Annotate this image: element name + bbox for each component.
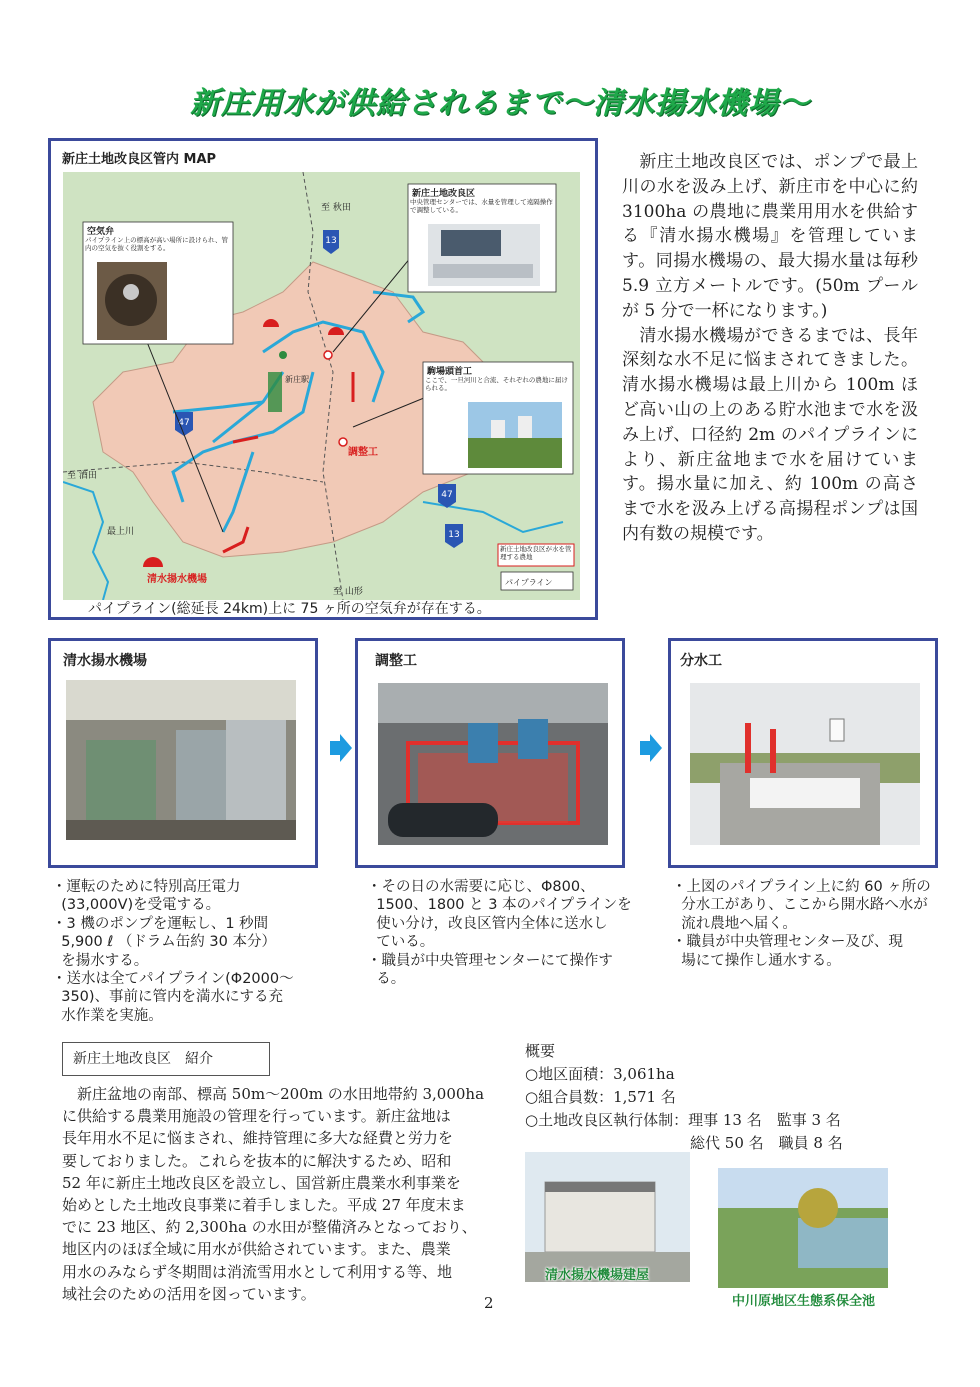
route-47-label: 47 [178,418,190,428]
route-13-label: 13 [325,236,337,246]
photo-pump-building [525,1152,690,1282]
bullet-line: ている。 [367,934,435,951]
step-title-diversion: 分水工 [680,653,722,669]
label-yamagata: 至 山形 [333,587,363,597]
page-number: 2 [484,1294,494,1312]
photo-regulator [378,683,608,845]
label-mogami: 最上川 [107,527,135,537]
text-line: 用水のみならず冬期間は消流雪用水として利用する等、地 [62,1262,453,1281]
text-line: 域社会のための活用を図っています。 [62,1284,316,1303]
bullet-line: 350)、事前に管内を満水にする充 [52,989,284,1006]
step-bullets-pump [52,878,294,1025]
label-shimizu: 清水揚水機場 [147,574,207,585]
summary-line: ○組合員数：1,571 名 [525,1088,676,1106]
photo-caption-building: 清水揚水機場建屋 [545,1268,650,1283]
photo-pump-station [66,680,296,840]
callout-air-valve-text: パイプライン上の標高が高い場所に設けられ、管内の空気を抜く役割をする。 [85,236,228,252]
summary-line: 総代 50 名 職員 8 名 [525,1134,843,1152]
label-shinjo: 新庄駅 [285,375,309,384]
map-illustration [63,172,580,600]
photo-eco-pond [718,1168,888,1288]
step-title-pump: 清水揚水機場 [63,653,147,669]
map-caption: パイプライン(総延長 24km)上に 75 ヶ所の空気弁が存在する。 [88,601,491,617]
summary-line: 概要 [525,1042,556,1060]
summary-line: ○土地改良区執行体制：理事 13 名 監事 3 名 [525,1111,841,1129]
step-bullets-regulator [367,878,632,988]
bullet-line: 5,900 ℓ （ドラム缶約 30 本分） [52,934,276,951]
bullet-line: る。 [367,971,406,988]
callout-air-valve-title: 空気弁 [87,227,115,237]
text-line: 長年用水不足に悩まされ、維持管理に多大な経費と労力を [62,1129,453,1148]
bullet-line: ・送水は全てパイプライン(Φ2000〜 [52,971,294,988]
bullet-line: (33,000V)を受電する。 [52,897,221,914]
text-line: に供給する農業用施設の管理を行っています。新庄盆地は [62,1107,451,1126]
text-line: でに 23 地区、約 2,300ha の水田が整備済みとなっており、 [62,1218,477,1237]
summary-block [525,1040,843,1155]
page-title: 新庄用水が供給されるまで〜清水揚水機場〜 [190,86,810,121]
text-line: 始めとした土地改良事業に着手しました。平成 27 年度末ま [62,1196,466,1215]
map-note: 新庄土地改良区が水を管理する農地 [500,545,572,561]
text-line: 52 年に新庄土地改良区を設立し、国営新庄農業水利事業を [62,1173,461,1192]
photo-diversion [690,683,920,845]
bullet-line: を揚水する。 [52,952,149,969]
label-akita: 至 秋田 [321,203,351,213]
text-line: 新庄盆地の南部、標高 50m〜200m の水田地帯約 3,000ha [62,1085,485,1103]
route-13b-label: 13 [448,530,460,540]
callout-komaba-title: 駒場頭首工 [427,367,473,377]
district-description [62,1083,486,1305]
text-line: 要しておりました。これらを抜本的に解決するため、昭和 [62,1151,452,1170]
summary-line: ○地区面積：3,061ha [525,1065,675,1083]
bullet-line: 流れ農地へ届く。 [672,915,797,932]
intro-paragraph: 新庄土地改良区では、ポンプで最上川の水を汲み上げ、新庄市を中心に約 3100ha の農地に農業用用水を供給する『清水揚水機場』を管理しています。同揚水機場の、最大揚水量は毎秒 5.9 立方メートルです。(50m プールが 5 分で一杯になります。) 清水揚水機場ができるまでは、長年深刻な水不足に悩まされてきました。清水揚水機場は最上川から 100m ほど高い山の上のある貯水池まで水を汲み上げ、口径約 2m のパイプラインにより、新庄盆地まで水を届けています。揚水量に加え、約 100m の高さまで水を汲み上げる高揚程ポンプは国内有数の規模です。 [622,152,918,544]
label-sakata: 至 酒田 [67,471,97,481]
map-legend: パイプライン [505,578,553,587]
bullet-line: ・3 機のポンプを運転し、1 秒間 [52,915,269,932]
arrow-right-icon [640,734,662,762]
arrow-right-icon [330,734,352,762]
bullet-line: 分水工があり、ここから開水路へ水が [672,897,928,914]
callout-center-text: 中央管理センターでは、水量を管理して遠隔操作で調整している。 [410,198,553,214]
step-bullets-diversion [672,878,931,970]
bullet-line: ・その日の水需要に応じ、Φ800、 [367,879,595,895]
bullet-line: 場にて操作し通水する。 [672,952,841,969]
bullet-line: 使い分け，改良区管内全体に送水し [367,915,608,932]
text-line: 地区内のほぼ全域に用水が供給されています。また、農業 [62,1240,451,1259]
bullet-line: ・職員が中央管理センターにて操作す [367,952,613,969]
bullet-line: ・上図のパイプライン上に約 60 ヶ所の [672,879,931,895]
callout-center-title: 新庄土地改良区 [412,189,476,199]
bullet-line: 1500、1800 と 3 本のパイプラインを [367,897,632,914]
label-chouseikou: 調整工 [348,447,378,458]
bullet-line: ・運転のために特別高圧電力 [52,879,241,895]
map-title: 新庄土地改良区管内 MAP [62,152,217,167]
section-heading-box: 新庄土地改良区 紹介 [62,1042,270,1076]
bullet-line: ・職員が中央管理センター及び、現 [672,934,903,951]
callout-komaba-text: ここで、一旦河川と合流、それぞれの農地に届けられる。 [425,376,568,392]
route-47b-label: 47 [441,490,453,500]
photo-caption-pond: 中川原地区生態系保全池 [732,1294,876,1309]
bullet-line: 水作業を実施。 [52,1007,163,1024]
step-title-regulator: 調整工 [375,653,417,669]
